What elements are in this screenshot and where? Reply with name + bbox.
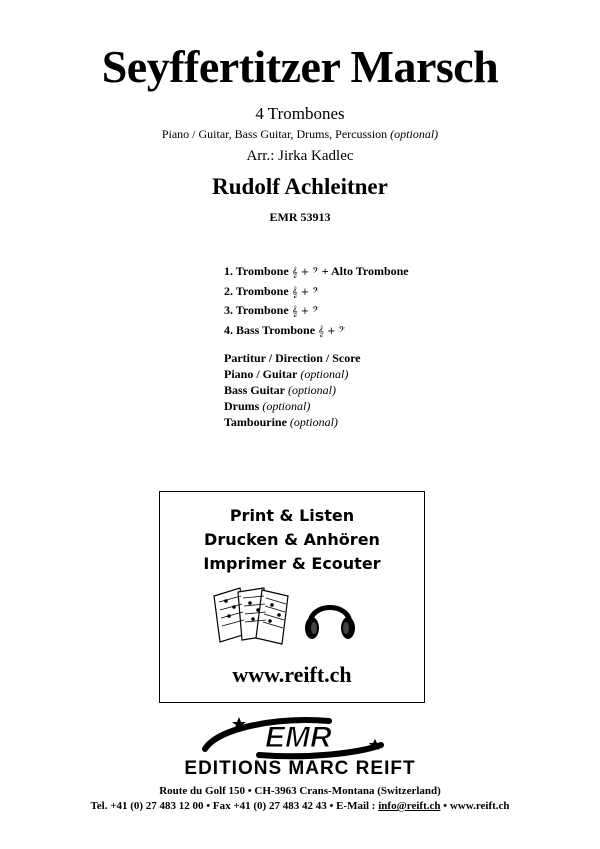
part-item	[224, 262, 409, 282]
instrumentation	[0, 127, 600, 142]
extra-item	[224, 414, 361, 430]
composer: Rudolf Achleitner	[212, 174, 388, 199]
part-label: 4. Bass Trombone	[224, 322, 316, 337]
contact-website: • www.reift.ch	[440, 800, 510, 812]
subtitle: 4 Trombones	[255, 104, 345, 123]
extra-item	[224, 366, 361, 382]
extras-list	[224, 350, 361, 430]
extra-label: Tambourine	[224, 415, 287, 429]
title: Seyffertitzer Marsch	[101, 41, 499, 92]
promo-line-1: Print & Listen	[229, 506, 355, 525]
clef-icon: 𝄞 + 𝄢	[318, 325, 346, 337]
logo-text: EMR	[265, 721, 332, 754]
extra-label: Bass Guitar	[224, 383, 286, 397]
print-listen-box	[159, 491, 425, 703]
email-link[interactable]: info@reift.ch	[378, 800, 441, 812]
instrumentation-list: Piano / Guitar, Bass Guitar, Drums, Percussion	[161, 127, 388, 141]
part-label: 1. Trombone	[224, 264, 289, 278]
extra-label: Drums	[224, 399, 260, 413]
extra-item	[224, 350, 361, 366]
publisher-address: Route du Golf 150 • CH-3963 Crans-Montana (Switzerland)	[159, 785, 441, 797]
promo-line-3: Imprimer & Ecouter	[203, 554, 381, 573]
clef-icon: 𝄞 + 𝄢	[291, 286, 319, 298]
headphones-icon	[302, 594, 358, 644]
sheet-music-icon	[210, 586, 296, 646]
parts-list	[224, 262, 409, 340]
extra-note: (optional)	[262, 399, 311, 413]
arranger: Arr.: Jirka Kadlec	[246, 148, 354, 164]
extra-item	[224, 398, 361, 414]
part-extra: + Alto Trombone	[321, 264, 409, 278]
publisher-contact	[0, 800, 600, 812]
part-item	[224, 321, 409, 341]
instrumentation-optional: (optional)	[390, 127, 439, 141]
extra-label: Piano / Guitar	[224, 367, 298, 381]
extra-note: (optional)	[288, 383, 337, 397]
publisher-name: EDITIONS MARC REIFT	[184, 758, 416, 779]
clef-icon: 𝄞 + 𝄢	[291, 306, 319, 317]
part-label: 2. Trombone	[224, 283, 289, 298]
catalog-number: EMR 53913	[269, 210, 331, 224]
extra-note: (optional)	[289, 415, 338, 429]
clef-icon: 𝄞 + 𝄢	[291, 267, 319, 278]
website-link[interactable]: www.reift.ch	[232, 662, 352, 687]
part-label: 3. Trombone	[224, 303, 289, 317]
emr-logo	[199, 713, 399, 761]
extra-label: Partitur / Direction / Score	[224, 351, 361, 365]
extra-item	[224, 382, 361, 398]
extra-note: (optional)	[300, 367, 349, 381]
part-item	[224, 282, 409, 302]
contact-phone-fax: Tel. +41 (0) 27 483 12 00 • Fax +41 (0) 27 483 42 43 • E-Mail :	[90, 800, 379, 812]
part-item	[224, 301, 409, 321]
promo-line-2: Drucken & Anhören	[204, 530, 380, 549]
